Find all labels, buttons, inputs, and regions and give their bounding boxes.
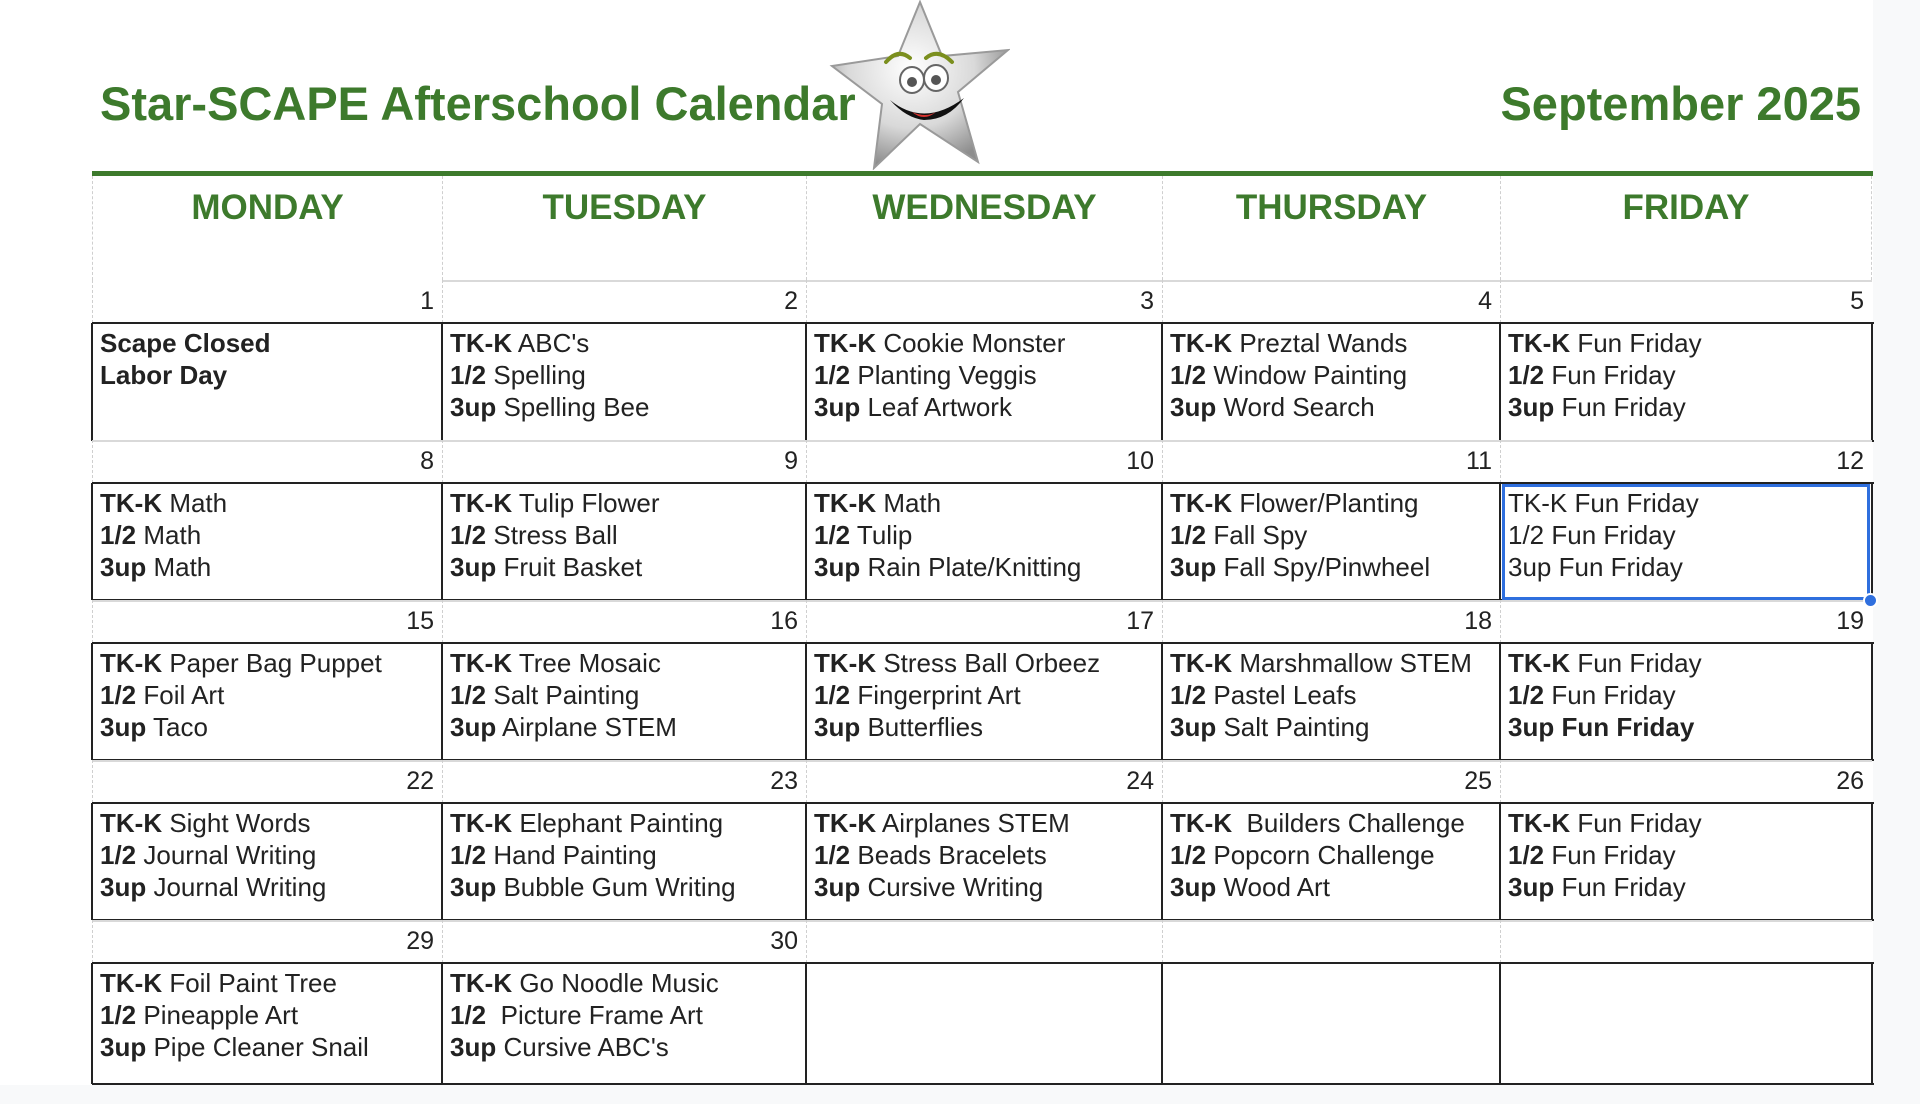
grade-level: 1/2 <box>1508 360 1545 390</box>
activity-name: Spelling <box>486 360 586 390</box>
grade-level: 1/2 <box>814 680 851 710</box>
weekday-header-tuesday: TUESDAY <box>442 176 806 280</box>
activity-row <box>1508 327 1864 359</box>
activity-row <box>450 967 798 999</box>
activity-name: Fun Friday <box>1570 648 1702 678</box>
activity-name: Bubble Gum Writing <box>496 872 736 902</box>
activity-row <box>814 391 1154 423</box>
grade-level: 1/2 <box>100 1000 137 1030</box>
date-number[interactable]: 4 <box>1162 280 1500 323</box>
grid-line <box>1499 643 1501 760</box>
day-activity-cell[interactable] <box>92 963 442 1084</box>
activity-row <box>1170 807 1492 839</box>
activity-row <box>100 807 434 839</box>
selected-cell[interactable] <box>1502 484 1870 600</box>
grade-level: 3up <box>450 1032 497 1062</box>
grade-level: 3up <box>450 392 497 422</box>
activity-row <box>450 487 798 519</box>
grade-level: 1/2 <box>1170 520 1207 550</box>
activity-name: Salt Painting <box>1216 712 1370 742</box>
grid-line <box>91 323 93 441</box>
grade-level: 1/2 <box>1170 680 1207 710</box>
grade-level: TK-K <box>450 968 513 998</box>
activity-name: Fun Friday <box>1554 872 1686 902</box>
bottom-scroll-area <box>0 1085 1873 1104</box>
activity-row <box>814 871 1154 903</box>
activity-name: Stress Ball Orbeez <box>876 648 1101 678</box>
activity-row <box>450 711 798 743</box>
activity-name: Fall Spy/Pinwheel <box>1216 552 1431 582</box>
activity-name: Foil Art <box>136 680 225 710</box>
grade-level: 1/2 <box>450 520 487 550</box>
date-number[interactable] <box>1162 920 1500 963</box>
day-activity-cell[interactable] <box>1500 643 1872 760</box>
grid-line <box>441 483 443 600</box>
day-activity-cell[interactable] <box>442 803 806 920</box>
activity-row <box>100 327 434 359</box>
date-number[interactable]: 15 <box>92 600 442 643</box>
activity-row <box>1508 391 1864 423</box>
grade-level: TK-K <box>450 808 513 838</box>
date-number[interactable]: 17 <box>806 600 1162 643</box>
activity-row <box>814 839 1154 871</box>
activity-row <box>814 551 1154 583</box>
grade-level: TK-K <box>814 488 877 518</box>
grade-level: 3up <box>1508 392 1555 422</box>
grade-level: 3up <box>100 712 147 742</box>
activity-name: Spelling Bee <box>496 392 650 422</box>
date-number[interactable]: 8 <box>92 440 442 483</box>
activity-row <box>1508 807 1864 839</box>
activity-name: Fun Friday <box>1544 680 1676 710</box>
grade-level: 1/2 <box>100 520 137 550</box>
activity-name: Fun Friday <box>1554 712 1695 742</box>
activity-name: Fall Spy <box>1206 520 1308 550</box>
grid-line <box>1499 963 1501 1084</box>
grade-level: 3up <box>450 872 497 902</box>
grade-level: TK-K <box>1508 808 1571 838</box>
grid-line <box>441 643 443 760</box>
day-activity-cell[interactable] <box>806 483 1162 600</box>
grid-line <box>805 803 807 920</box>
activity-row <box>100 551 434 583</box>
activity-row <box>814 487 1154 519</box>
activity-row <box>100 359 434 391</box>
smiling-star-icon <box>828 0 1010 170</box>
activity-name: Fun Friday <box>1544 520 1676 550</box>
date-number[interactable]: 10 <box>806 440 1162 483</box>
activity-row <box>100 487 434 519</box>
activity-row <box>100 519 434 551</box>
grade-level: 3up <box>1170 392 1217 422</box>
activity-row <box>100 711 434 743</box>
date-number[interactable]: 30 <box>442 920 806 963</box>
activity-row <box>100 647 434 679</box>
activity-row <box>814 807 1154 839</box>
day-activity-cell[interactable] <box>442 483 806 600</box>
fill-handle[interactable] <box>1863 593 1878 608</box>
activity-row <box>1508 871 1864 903</box>
date-number[interactable]: 29 <box>92 920 442 963</box>
grid-line <box>92 642 1874 644</box>
day-activity-cell[interactable] <box>806 963 1162 1084</box>
activity-name: Picture Frame Art <box>486 1000 703 1030</box>
activity-row <box>100 679 434 711</box>
grid-line <box>1161 803 1163 920</box>
date-number[interactable]: 1 <box>92 280 442 323</box>
activity-name: Butterflies <box>860 712 984 742</box>
activity-name: Marshmallow STEM <box>1232 648 1472 678</box>
activity-name: Cursive ABC's <box>496 1032 669 1062</box>
month-label: September 2025 <box>1500 77 1861 130</box>
activity-name: Fun Friday <box>1567 488 1699 518</box>
activity-row <box>450 647 798 679</box>
grade-level: 3up <box>814 392 861 422</box>
activity-row <box>450 999 798 1031</box>
grade-level: 3up <box>450 712 497 742</box>
activity-name: Flower/Planting <box>1232 488 1419 518</box>
grid-line <box>1871 483 1873 600</box>
activity-row <box>450 679 798 711</box>
day-activity-cell[interactable] <box>92 483 442 600</box>
activity-row <box>1170 647 1492 679</box>
grade-level: 3up <box>100 1032 147 1062</box>
activity-name: Rain Plate/Knitting <box>860 552 1082 582</box>
activity-row <box>1170 551 1492 583</box>
grid-line <box>805 643 807 760</box>
day-activity-cell[interactable] <box>442 963 806 1084</box>
activity-row <box>1508 839 1864 871</box>
activity-row <box>814 647 1154 679</box>
activity-name: Hand Painting <box>486 840 657 870</box>
activity-name: Planting Veggis <box>850 360 1037 390</box>
activity-name: Pastel Leafs <box>1206 680 1357 710</box>
activity-name: Popcorn Challenge <box>1206 840 1435 870</box>
activity-name: Tree Mosaic <box>512 648 661 678</box>
grid-line <box>805 963 807 1084</box>
activity-row <box>814 519 1154 551</box>
activity-name: ABC's <box>512 328 590 358</box>
activity-name: Journal Writing <box>146 872 327 902</box>
activity-name: Cookie Monster <box>876 328 1066 358</box>
day-activity-cell[interactable] <box>1500 963 1872 1084</box>
grade-level: TK-K <box>450 648 513 678</box>
activity-name: Tulip <box>850 520 913 550</box>
activity-row <box>450 871 798 903</box>
grid-line <box>441 323 443 441</box>
date-number[interactable]: 25 <box>1162 760 1500 803</box>
grade-level: TK-K <box>814 328 877 358</box>
activity-row <box>450 391 798 423</box>
day-activity-cell[interactable] <box>1500 323 1872 441</box>
day-activity-cell[interactable] <box>1162 483 1500 600</box>
day-activity-cell[interactable] <box>1162 963 1500 1084</box>
activity-name: Wood Art <box>1216 872 1330 902</box>
date-number[interactable]: 16 <box>442 600 806 643</box>
activity-name: Pineapple Art <box>136 1000 299 1030</box>
grade-level: 1/2 <box>1508 680 1545 710</box>
day-activity-cell[interactable] <box>806 323 1162 441</box>
activity-row <box>1508 711 1864 743</box>
activity-name: Salt Painting <box>486 680 640 710</box>
grid-line <box>805 323 807 441</box>
grade-level: Labor Day <box>100 360 228 390</box>
calendar-title: Star-SCAPE Afterschool Calendar <box>100 77 856 130</box>
activity-name: Fun Friday <box>1554 392 1686 422</box>
grade-level: 1/2 <box>450 360 487 390</box>
activity-name: Fingerprint Art <box>850 680 1021 710</box>
day-activity-cell[interactable] <box>92 643 442 760</box>
grade-level: 3up <box>814 872 861 902</box>
day-activity-cell[interactable] <box>92 803 442 920</box>
activity-name: Beads Bracelets <box>850 840 1047 870</box>
grid-line <box>1871 803 1873 920</box>
activity-name: Foil Paint Tree <box>162 968 337 998</box>
activity-row <box>450 839 798 871</box>
date-number[interactable]: 26 <box>1500 760 1872 803</box>
grade-level: 3up <box>1508 552 1552 582</box>
weekday-header-monday: MONDAY <box>92 176 442 280</box>
grade-level: TK-K <box>1170 648 1233 678</box>
activity-name: Fun Friday <box>1544 840 1676 870</box>
weekday-header-thursday: THURSDAY <box>1162 176 1500 280</box>
date-number[interactable]: 2 <box>442 280 806 323</box>
grid-line <box>441 803 443 920</box>
activity-name: Word Search <box>1216 392 1375 422</box>
activity-row <box>450 1031 798 1063</box>
activity-row <box>450 807 798 839</box>
grade-level: TK-K <box>1508 488 1568 518</box>
grade-level: 1/2 <box>1170 840 1207 870</box>
activity-name: Math <box>136 520 202 550</box>
activity-name: Fruit Basket <box>496 552 643 582</box>
activity-name: Math <box>876 488 942 518</box>
activity-name: Math <box>146 552 212 582</box>
activity-row <box>100 1031 434 1063</box>
grade-level: TK-K <box>814 648 877 678</box>
activity-row <box>100 967 434 999</box>
activity-row <box>814 327 1154 359</box>
activity-row <box>100 871 434 903</box>
grade-level: TK-K <box>814 808 877 838</box>
grade-level: 3up <box>1508 872 1555 902</box>
weekday-header-friday: FRIDAY <box>1500 176 1872 280</box>
grid-line <box>1871 323 1873 441</box>
activity-name: Fun Friday <box>1570 328 1702 358</box>
activity-name: Pipe Cleaner Snail <box>146 1032 369 1062</box>
grid-line <box>1161 483 1163 600</box>
grid-line <box>92 1083 1874 1085</box>
grade-level: 1/2 <box>100 680 137 710</box>
grade-level: 1/2 <box>1508 520 1545 550</box>
activity-row <box>1508 679 1864 711</box>
grade-level: 1/2 <box>814 840 851 870</box>
grade-level: TK-K <box>100 488 163 518</box>
day-activity-cell[interactable] <box>442 323 806 441</box>
date-number[interactable]: 22 <box>92 760 442 803</box>
grid-line <box>91 803 93 920</box>
date-number[interactable]: 19 <box>1500 600 1872 643</box>
grade-level: Scape Closed <box>100 328 271 358</box>
grade-level: 3up <box>450 552 497 582</box>
date-number[interactable]: 5 <box>1500 280 1872 323</box>
grid-line <box>1871 963 1873 1084</box>
activity-row <box>450 551 798 583</box>
grade-level: 1/2 <box>1170 360 1207 390</box>
grid-line <box>91 643 93 760</box>
grade-level: TK-K <box>100 968 163 998</box>
activity-name: Window Painting <box>1206 360 1408 390</box>
grade-level: 1/2 <box>450 1000 487 1030</box>
date-number[interactable] <box>1500 920 1872 963</box>
grade-level: TK-K <box>100 648 163 678</box>
grade-level: TK-K <box>450 488 513 518</box>
activity-row <box>1170 711 1492 743</box>
activity-row <box>1170 519 1492 551</box>
day-activity-cell[interactable] <box>1500 803 1872 920</box>
grade-level: TK-K <box>1170 488 1233 518</box>
activity-row <box>814 711 1154 743</box>
grade-level: 3up <box>1170 552 1217 582</box>
date-number[interactable]: 3 <box>806 280 1162 323</box>
grid-line <box>91 483 93 600</box>
activity-row <box>100 999 434 1031</box>
activity-name: Airplane STEM <box>496 712 677 742</box>
activity-row <box>1170 871 1492 903</box>
date-number[interactable]: 24 <box>806 760 1162 803</box>
activity-name: Stress Ball <box>486 520 618 550</box>
day-activity-cell[interactable] <box>806 803 1162 920</box>
activity-row <box>450 359 798 391</box>
right-scroll-area <box>1873 0 1920 1104</box>
activity-name: Preztal Wands <box>1232 328 1408 358</box>
activity-name: Sight Words <box>162 808 311 838</box>
grade-level: 3up <box>1170 872 1217 902</box>
activity-row <box>1170 359 1492 391</box>
activity-row <box>1170 391 1492 423</box>
date-number[interactable]: 11 <box>1162 440 1500 483</box>
grid-line <box>91 963 93 1084</box>
activity-name: Taco <box>146 712 208 742</box>
grade-level: 3up <box>814 552 861 582</box>
activity-row <box>450 519 798 551</box>
weekday-header-wednesday: WEDNESDAY <box>806 176 1162 280</box>
grade-level: TK-K <box>1508 328 1571 358</box>
date-number[interactable]: 23 <box>442 760 806 803</box>
day-activity-cell[interactable] <box>1162 643 1500 760</box>
grade-level: TK-K <box>1170 808 1233 838</box>
grade-level: TK-K <box>1508 648 1571 678</box>
grade-level: TK-K <box>450 328 513 358</box>
activity-row <box>450 327 798 359</box>
grade-level: 1/2 <box>1508 840 1545 870</box>
grid-line <box>1161 963 1163 1084</box>
date-number[interactable]: 9 <box>442 440 806 483</box>
grid-line <box>1499 483 1501 600</box>
grid-line <box>1871 643 1873 760</box>
activity-row <box>1508 647 1864 679</box>
activity-name: Airplanes STEM <box>876 808 1070 838</box>
activity-row <box>1170 487 1492 519</box>
activity-name: Fun Friday <box>1570 808 1702 838</box>
grade-level: 1/2 <box>450 840 487 870</box>
activity-name: Fun Friday <box>1551 552 1683 582</box>
grid-line <box>441 963 443 1084</box>
grid-line <box>1499 323 1501 441</box>
grade-level: TK-K <box>100 808 163 838</box>
day-activity-cell[interactable] <box>1162 323 1500 441</box>
activity-name: Paper Bag Puppet <box>162 648 382 678</box>
activity-row <box>1508 359 1864 391</box>
activity-name: Journal Writing <box>136 840 317 870</box>
grade-level: 1/2 <box>814 360 851 390</box>
activity-name: Builders Challenge <box>1232 808 1465 838</box>
day-activity-cell[interactable] <box>806 643 1162 760</box>
day-activity-cell[interactable] <box>92 323 442 441</box>
activity-row <box>814 359 1154 391</box>
activity-name: Leaf Artwork <box>860 392 1012 422</box>
grade-level: 1/2 <box>100 840 137 870</box>
activity-row <box>1170 327 1492 359</box>
grade-level: 3up <box>814 712 861 742</box>
day-activity-cell[interactable] <box>1162 803 1500 920</box>
grade-level: 3up <box>100 552 147 582</box>
grid-line <box>1161 643 1163 760</box>
activity-name: Tulip Flower <box>512 488 660 518</box>
grade-level: TK-K <box>1170 328 1233 358</box>
grid-line <box>92 322 1874 324</box>
date-number[interactable]: 18 <box>1162 600 1500 643</box>
grid-line <box>92 802 1874 804</box>
grade-level: 3up <box>100 872 147 902</box>
grid-line <box>1499 803 1501 920</box>
date-number[interactable]: 12 <box>1500 440 1872 483</box>
grade-level: 3up <box>1508 712 1555 742</box>
day-activity-cell[interactable] <box>442 643 806 760</box>
activity-row <box>1170 679 1492 711</box>
grid-line <box>92 962 1874 964</box>
activity-row <box>1170 839 1492 871</box>
grid-line <box>805 483 807 600</box>
activity-name: Go Noodle Music <box>512 968 719 998</box>
grade-level: 1/2 <box>814 520 851 550</box>
grade-level: 3up <box>1170 712 1217 742</box>
activity-name: Elephant Painting <box>512 808 724 838</box>
grade-level: 1/2 <box>450 680 487 710</box>
activity-name: Math <box>162 488 228 518</box>
activity-row <box>814 679 1154 711</box>
grid-line <box>1161 323 1163 441</box>
activity-name: Fun Friday <box>1544 360 1676 390</box>
date-number[interactable] <box>806 920 1162 963</box>
activity-name: Cursive Writing <box>860 872 1044 902</box>
activity-row <box>100 839 434 871</box>
